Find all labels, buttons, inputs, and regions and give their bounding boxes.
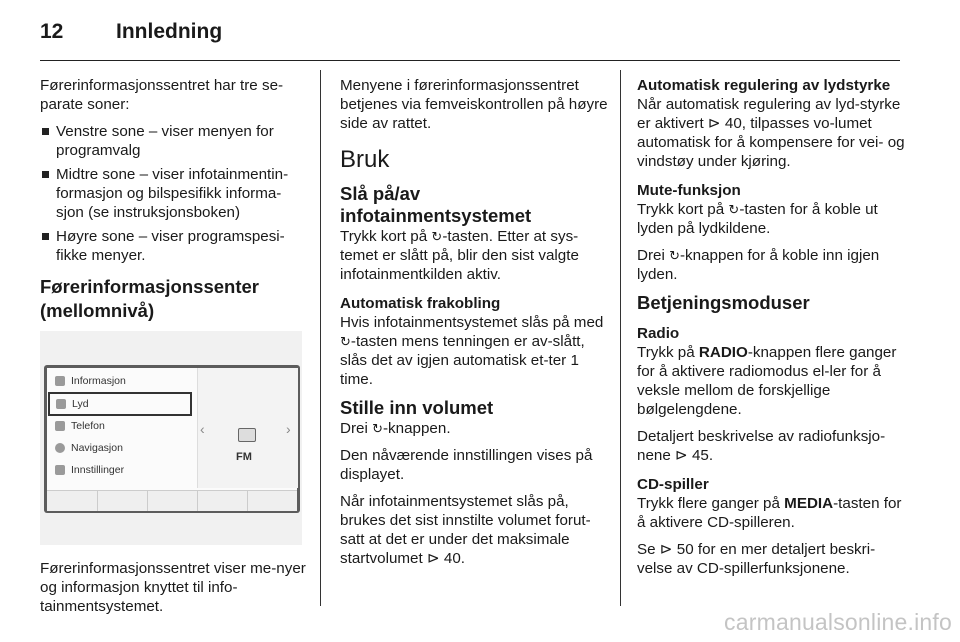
column-left — [40, 76, 308, 624]
subheading: Automatisk regulering av lydstyrke — [637, 77, 891, 94]
menu-item-innstillinger: Innstillinger — [49, 459, 193, 481]
page-header — [40, 18, 900, 62]
subheading: Radio — [637, 325, 680, 342]
power-icon: ↻ — [372, 421, 383, 436]
list-item: Høyre sone – viser programspesi-fikke menyer. — [40, 227, 308, 265]
media-key-label: MEDIA — [784, 495, 834, 512]
intro-text: Førerinformasjonssentret har tre se-parate soner: — [40, 77, 284, 113]
power-icon: ↻ — [340, 334, 351, 349]
page-ref-icon: ⊳ — [675, 447, 688, 464]
subsection-heading: Betjeningsmoduser — [637, 292, 810, 313]
watermark: carmanualsonline.info — [724, 609, 952, 635]
subheading: Mute-funksjon — [637, 182, 741, 199]
page-ref-icon: ⊳ — [659, 541, 673, 558]
header-divider — [40, 60, 900, 61]
list-item: Midtre sone – viser infotainmentin-formasjon og bilspesifikk informa-sjon (se instruksjonsboken) — [40, 165, 308, 222]
info-icon — [55, 376, 65, 386]
subsection-heading: Stille inn volumet — [340, 397, 494, 418]
paragraph: Trykk kort på ↻-tasten. Etter at sys-temet er slått på, blir den sist valgte infotainmentkilden aktiv. — [340, 228, 579, 283]
power-icon: ↻ — [669, 248, 680, 263]
display-figure — [40, 331, 302, 545]
subheading: Automatisk frakobling — [340, 295, 501, 312]
menu-item-informasjon: Informasjon — [49, 370, 193, 392]
page-ref-icon: ⊳ — [426, 550, 440, 567]
paragraph: Når infotainmentsystemet slås på, brukes det sist innstilte volumet forut-satt at det er under det maksimale startvolumet ⊳ 40. — [340, 493, 591, 567]
subsection-heading: Slå på/av infotainmentsystemet — [340, 183, 532, 226]
menu-item-navigasjon: Navigasjon — [49, 437, 193, 459]
chapter-title: Innledning — [116, 20, 223, 43]
page-ref-icon: ⊳ — [707, 115, 721, 132]
paragraph: Hvis infotainmentsystemet slås på med ↻-tasten mens tenningen er av-slått, slås det av igjen automatisk et-ter 1 time. — [340, 314, 604, 388]
paragraph: Trykk flere ganger på MEDIA-tasten for å aktivere CD-spilleren. — [637, 495, 902, 531]
paragraph: Detaljert beskrivelse av radiofunksjo-nene ⊳ 45. — [637, 428, 886, 464]
paragraph: Når automatisk regulering av lyd-styrke er aktivert ⊳ 40, tilpasses vo-lumet automatisk for å kompensere for vei- og vindstøy under kjøring. — [637, 96, 905, 170]
fm-label: FM — [236, 451, 252, 463]
menu-item-lyd-selected: Lyd — [48, 392, 192, 416]
figure-caption: Førerinformasjonssentret viser me-nyer og informasjon knyttet til info-tainmentsystemet. — [40, 560, 306, 615]
subheading: CD-spiller — [637, 476, 709, 493]
menu-item-telefon: Telefon — [49, 415, 193, 437]
section-heading: Førerinformasjonssenter (mellomnivå) — [40, 276, 259, 321]
display-bottom-bar — [47, 490, 297, 511]
paragraph: Trykk på RADIO-knappen flere ganger for å aktivere radiomodus el-ler for å veksle mellom de forskjellige bølgelengdene. — [637, 344, 897, 418]
page-number: 12 — [40, 20, 64, 43]
display-screen — [44, 365, 300, 513]
intro-text: Menyene i førerinformasjonssentret betjenes via femveiskontrollen på høyre side av rattet. — [340, 77, 608, 132]
display-menu — [47, 368, 195, 486]
power-icon: ↻ — [431, 229, 443, 244]
paragraph: Se ⊳ 50 for en mer detaljert beskri-velse av CD-spillerfunksjonene. — [637, 541, 876, 577]
radio-key-label: RADIO — [698, 344, 748, 361]
list-item: Venstre sone – viser menyen for programvalg — [40, 122, 308, 160]
paragraph: Trykk kort på ↻-tasten for å koble ut lyden på lydkildene. — [637, 201, 878, 237]
gear-icon — [55, 465, 65, 475]
column-divider — [320, 70, 321, 606]
chevron-right-icon: › — [286, 421, 291, 437]
column-right — [637, 76, 905, 586]
paragraph: Den nåværende innstillingen vises på displayet. — [340, 447, 593, 483]
zone-list — [40, 122, 308, 265]
display-right-panel — [197, 368, 298, 488]
music-note-icon — [56, 399, 66, 409]
radio-icon — [238, 428, 256, 442]
chevron-left-icon: ‹ — [200, 421, 205, 437]
power-icon: ↻ — [728, 202, 740, 217]
section-title: Bruk — [340, 146, 390, 173]
compass-icon — [55, 443, 65, 453]
column-divider — [620, 70, 621, 606]
paragraph: Drei ↻-knappen for å koble inn igjen lyden. — [637, 247, 880, 283]
phone-icon — [55, 421, 65, 431]
paragraph: Drei ↻-knappen. — [340, 420, 451, 437]
column-middle — [340, 76, 608, 576]
